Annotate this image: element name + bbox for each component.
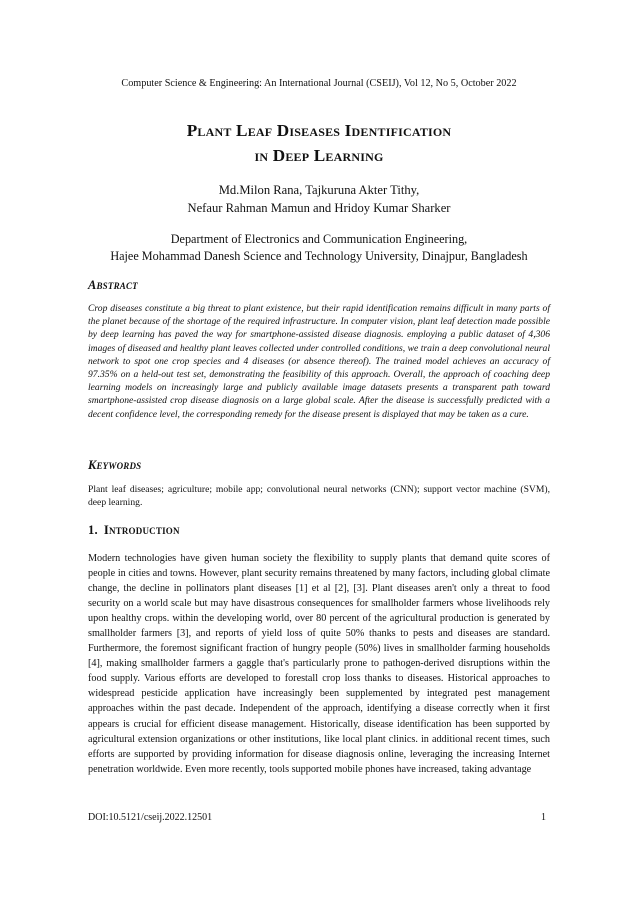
affiliation	[40, 231, 598, 265]
abstract-text: Crop diseases constitute a big threat to plant existence, but their rapid identification remains difficult in many parts of the planet because of the shortage of the required infrastructure. In computer vision, plant leaf detection made possible by deep learning has paved the way for smartphone-assisted disease diagnosis. employing a public dataset of 4,306 images of diseased and healthy plant leaves collected under controlled conditions, we train a deep convolutional neural network to spot one crop species and 4 diseases (or absence thereof). The trained model achieves an accuracy of 97.35% on a held-out test set, demonstrating the feasibility of this approach. Overall, the approach of coaching deep learning models on increasingly large and publicly available image datasets presents a transparent path toward smartphone-assisted crop disease diagnosis on a large global scale. After the disease is successfully predicted with a decent confidence level, the corresponding remedy for the disease present is displayed that may be taken as a cure.	[88, 303, 550, 420]
author-line-2: Nefaur Rahman Mamun and Hridoy Kumar Sharker	[187, 201, 451, 215]
section-number: 1.	[88, 523, 98, 537]
section-title: Introduction	[103, 523, 180, 537]
doi-footer: DOI:10.5121/cseij.2022.12501	[88, 812, 213, 823]
author-list	[60, 181, 578, 217]
page-number: 1	[541, 812, 546, 823]
paper-title-line-1: Plant Leaf Diseases Identification	[186, 121, 452, 140]
affiliation-line-1: Department of Electronics and Communication Engineering,	[170, 232, 468, 246]
keywords-heading: Keywords	[88, 458, 142, 472]
paper-title	[60, 118, 578, 168]
introduction-heading	[88, 523, 180, 538]
abstract-heading: Abstract	[88, 278, 138, 292]
introduction-text: Modern technologies have given human society the flexibility to supply plants that demand quite scores of people in cities and towns. However, plant security remains threatened by many factors, including global climate change, the decline in pollinators plant diseases [1] et al [2], [3]. Plant diseases aren't only a threat to food security on a world scale but may have disastrous consequences for smallholder farmers whose livelihoods rely upon healthy crops. within the developing world, over 80 percent of the agricultural production is generated by smallholder farmers [3], and reports of yield loss of quite 50% thanks to pests and diseases are standard. Furthermore, the foremost significant fraction of hungry people (50%) lives in smallholder farming households [4], making smallholder farmers a gaggle that's particularly prone to pathogen-derived disruptions within the food supply. Various efforts are developed to forestall crop loss thanks to diseases. Historical approaches to widespread pesticide application have increasingly been supplemented by integrated pest management approaches within the past decade. Independent of the approach, identifying a disease correctly when it first appears is crucial for efficient disease management. Historically, disease identification has been supported by agricultural extension organizations or other institutions, like local plant clinics. in additional recent times, such efforts are supported by providing information for disease diagnosis online, leveraging the increasing Internet penetration worldwide. Even more recently, tools supported mobile phones have increased, taking advantage	[88, 553, 550, 775]
keywords-text: Plant leaf diseases; agriculture; mobile app; convolutional neural networks (CNN); support vector machine (SVM), deep learning.	[88, 484, 550, 509]
paper-title-line-2: in Deep Learning	[254, 146, 384, 165]
affiliation-line-2: Hajee Mohammad Danesh Science and Technology University, Dinajpur, Bangladesh	[110, 249, 528, 263]
running-header: Computer Science & Engineering: An International Journal (CSEIJ), Vol 12, No 5, October 2022	[121, 78, 517, 89]
author-line-1: Md.Milon Rana, Tajkuruna Akter Tithy,	[218, 183, 420, 197]
